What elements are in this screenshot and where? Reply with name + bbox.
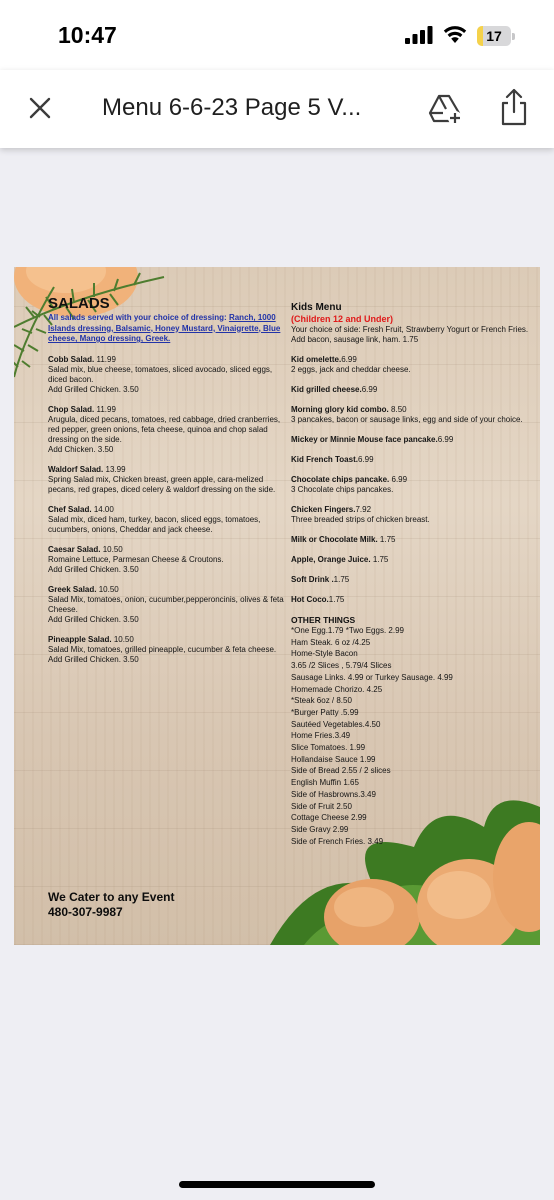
list-item: *One Egg.1.79 *Two Eggs. 2.99	[291, 626, 404, 635]
item-price: 10.50	[98, 584, 119, 594]
menu-item-chef-salad	[48, 505, 288, 535]
list-item: *Steak 6oz / 8.50	[291, 696, 352, 706]
item-price: 7.92	[355, 505, 372, 514]
item-description: 3 Chocolate chips pancakes.	[291, 485, 394, 494]
item-name: Soft Drink .	[291, 575, 334, 584]
list-item: English Muffin 1.65	[291, 778, 359, 788]
item-name: Chocolate chips pancake.	[291, 475, 390, 484]
item-price: 8.50	[391, 405, 407, 414]
menu-item-pineapple-salad	[48, 635, 288, 665]
menu-item-soft-drink	[291, 575, 536, 585]
kids-section	[291, 302, 536, 847]
menu-item-chop-salad	[48, 405, 288, 455]
item-price: 11.99	[96, 354, 116, 364]
status-bar	[0, 0, 554, 70]
item-description: Salad mix, blue cheese, tomatoes, sliced avocado, sliced eggs, diced bacon.	[48, 364, 273, 384]
item-name: Greek Salad.	[48, 584, 97, 594]
item-description: Romaine Lettuce, Parmesan Cheese & Croutons.	[48, 554, 224, 564]
item-name: Morning glory kid combo.	[291, 405, 389, 414]
item-name: Milk or Chocolate Milk.	[291, 535, 378, 544]
item-price: 6.99	[391, 475, 408, 484]
battery-level: 17	[486, 28, 502, 44]
item-description: Salad mix, diced ham, turkey, bacon, sliced eggs, tomatoes, cucumbers, onions, Cheddar and jack cheese.	[48, 514, 261, 534]
item-description: Salad Mix, tomatoes, onion, cucumber,pepperoncinis, olives & feta Cheese.	[48, 594, 284, 614]
catering-phone: 480-307-9987	[48, 905, 123, 919]
item-name: Pineapple Salad.	[48, 634, 112, 644]
item-price: 6.99	[361, 385, 378, 394]
item-name: Chicken Fingers.	[291, 505, 356, 514]
item-addon: Add Grilled Chicken. 3.50	[48, 614, 139, 624]
dressing-note	[48, 313, 288, 345]
catering-note	[48, 890, 174, 920]
list-item: Slice Tomatoes. 1.99	[291, 743, 366, 753]
kids-menu-subtitle: (Children 12 and Under)	[291, 314, 394, 324]
kids-addon-note: Add bacon, sausage link, ham. 1.75	[291, 335, 419, 344]
item-description: 2 eggs, jack and cheddar cheese.	[291, 365, 411, 374]
item-name: Kid omelette.	[291, 355, 342, 364]
item-price: 14.00	[93, 504, 114, 514]
list-item: Side of Hasbrowns.3.49	[291, 789, 376, 799]
list-item: Cottage Cheese 2.99	[291, 813, 367, 823]
cellular-signal-icon	[405, 26, 433, 44]
item-name: Kid grilled cheese.	[291, 385, 362, 394]
battery-icon	[477, 26, 515, 46]
catering-text: We Cater to any Event	[48, 890, 175, 904]
item-price: 11.99	[96, 404, 116, 414]
item-description: Three breaded strips of chicken breast.	[291, 515, 430, 524]
item-description: 3 pancakes, bacon or sausage links, egg and side of your choice.	[291, 415, 523, 424]
list-item: Ham Steak. 6 oz /4.25	[291, 637, 371, 647]
add-to-drive-icon[interactable]	[428, 90, 464, 126]
item-name: Caesar Salad.	[48, 544, 101, 554]
menu-item-waldorf-salad	[48, 465, 288, 495]
item-addon: Add Grilled Chicken. 3.50	[48, 564, 139, 574]
item-name: Waldorf Salad.	[48, 464, 104, 474]
item-price: 6.99	[341, 355, 357, 364]
item-name: Chef Salad.	[48, 504, 92, 514]
app-bar	[0, 70, 554, 148]
list-item: Side of Bread 2.55 / 2 slices	[291, 766, 391, 776]
list-item: Home-Style Bacon	[291, 649, 358, 659]
item-name: Chop Salad.	[48, 404, 95, 414]
menu-item-kid-omelette	[291, 355, 536, 375]
item-price: 1.75	[333, 575, 350, 584]
item-addon: Add Grilled Chicken. 3.50	[48, 384, 139, 394]
menu-item-kid-grilled-cheese	[291, 385, 536, 395]
item-addon: Add Chicken. 3.50	[48, 444, 114, 454]
status-time: 10:47	[58, 22, 117, 48]
menu-page	[14, 267, 540, 945]
item-price: 13.99	[105, 464, 126, 474]
list-item: Side of French Fries. 3.49	[291, 836, 384, 846]
menu-item-caesar-salad	[48, 545, 288, 575]
item-name: Cobb Salad.	[48, 354, 95, 364]
menu-item-cobb-salad	[48, 355, 288, 395]
list-item: Home Fries.3.49	[291, 731, 351, 741]
list-item: Homemade Chorizo. 4.25	[291, 684, 383, 694]
document-title: Menu 6-6-23 Page 5 V...	[102, 94, 362, 121]
list-item: 3.65 /2 Slices , 5.79/4 Slices	[291, 661, 392, 671]
menu-item-milk	[291, 535, 536, 545]
item-addon: Add Grilled Chicken. 3.50	[48, 654, 139, 664]
salads-section	[48, 295, 288, 665]
item-name: Kid French Toast.	[291, 455, 358, 464]
item-price: 1.75	[328, 595, 345, 604]
menu-item-hot-coco	[291, 595, 536, 605]
dressing-options: Ranch, 1000 Islands dressing, Balsamic, Honey Mustard, Vinaigrette, Blue cheese, Mango dressing, Greek.	[48, 313, 281, 343]
salads-heading: SALADS	[48, 295, 110, 312]
item-description: Arugula, diced pecans, tomatoes, red cabbage, dried cranberries, red pepper, green onions, feta cheese, quinoa and chop salad dressing on the side.	[48, 414, 281, 444]
menu-item-mouse-pancake	[291, 435, 536, 445]
list-item: Side of Fruit 2.50	[291, 801, 352, 811]
kids-menu-heading: Kids Menu	[291, 302, 342, 313]
item-price: 10.50	[113, 634, 134, 644]
item-name: Mickey or Minnie Mouse face pancake.	[291, 435, 438, 444]
item-description: Salad Mix, tomatoes, grilled pineapple, cucumber & feta cheese.	[48, 644, 277, 654]
list-item: Sautéed Vegetables.4.50	[291, 719, 381, 729]
home-indicator[interactable]	[179, 1181, 375, 1188]
dressing-line: All salads served with your choice of dressing:	[48, 313, 227, 322]
item-name: Hot Coco.	[291, 595, 329, 604]
other-things-list	[291, 625, 536, 847]
item-description: Spring Salad mix, Chicken breast, green apple, cara-melized pecans, red grapes, diced celery & waldorf dressing on the side.	[48, 474, 276, 494]
item-price: 1.75	[379, 535, 396, 544]
menu-item-chicken-fingers	[291, 505, 536, 525]
list-item: *Burger Patty .5.99	[291, 707, 359, 717]
item-price: 10.50	[102, 544, 123, 554]
menu-item-juice	[291, 555, 536, 565]
other-things-heading: OTHER THINGS	[291, 615, 356, 625]
wifi-icon	[443, 24, 467, 44]
list-item: Sausage Links. 4.99 or Turkey Sausage. 4.99	[291, 672, 453, 682]
list-item: Hollandaise Sauce 1.99	[291, 754, 376, 764]
menu-item-greek-salad	[48, 585, 288, 625]
item-price: 6.99	[437, 435, 454, 444]
item-price: 1.75	[372, 555, 389, 564]
menu-item-chocolate-chips-pancake	[291, 475, 536, 495]
item-name: Apple, Orange Juice.	[291, 555, 371, 564]
item-price: 6.99	[357, 455, 374, 464]
share-icon[interactable]	[498, 88, 530, 126]
list-item: Side Gravy 2.99	[291, 824, 349, 834]
menu-item-morning-glory-combo	[291, 405, 536, 425]
close-icon[interactable]	[24, 92, 56, 124]
menu-item-kid-french-toast	[291, 455, 536, 465]
kids-side-note: Your choice of side: Fresh Fruit, Strawberry Yogurt or French Fries.	[291, 325, 529, 334]
